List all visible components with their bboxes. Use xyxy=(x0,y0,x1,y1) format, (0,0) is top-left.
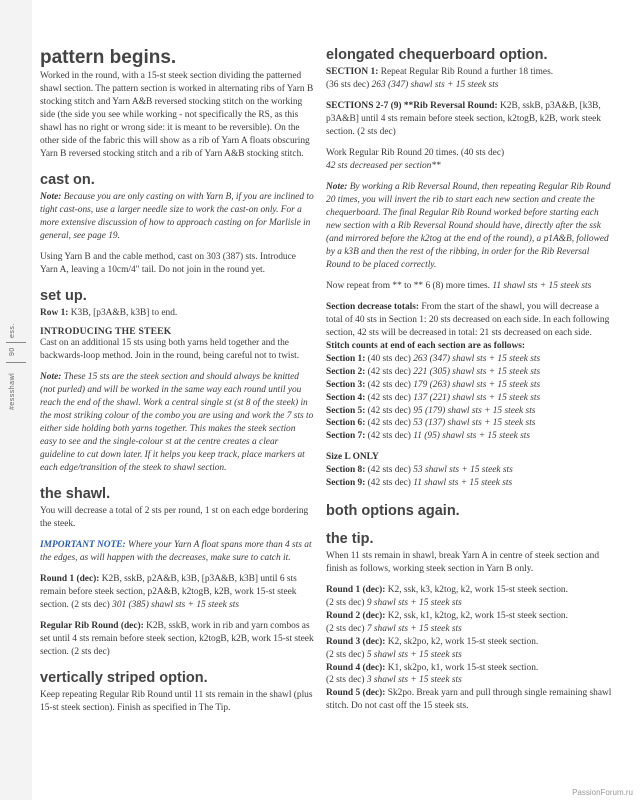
steek-heading: INTRODUCING THE STEEK xyxy=(40,325,172,337)
tip-round-list xyxy=(326,584,616,688)
tip-heading: the tip. xyxy=(326,530,374,547)
sidebar-divider xyxy=(6,342,26,343)
section-count-row: Section 2: (42 sts dec) 221 (305) shawl sts + 15 steek sts xyxy=(326,366,541,377)
page-sidebar xyxy=(0,0,32,800)
round-5: Round 5 (dec): Sk2po. Break yarn and pull through single remaining shawl stitch. Do not cast off the 15 steek sts. xyxy=(326,688,612,712)
work-regular-rib: Work Regular Rib Round 20 times. (40 sts dec) 42 sts decreased per section** xyxy=(326,148,505,172)
steek-note: Note: These 15 sts are the steek section and should always be knitted (not purled) and will be worked in the same way each round until you reach the end of the shawl. Work a central single st (st 8 of the steek) in the most striking colour of the combo you are using and work the 7 sts to either side holding both yarns together. This makes the steek section easy to see and the single-colour st at the centre creates a clear guideline to cut down later. If it helps you keep track, place markers at each edge/transition of the steek to shawl section. xyxy=(40,371,314,473)
cast-on-note: Note: Because you are only casting on with Yarn B, if you are inclined to tight cast-ons, use a larger needle size to work the cast-on only. For a more extensive discussion of how to approach casting on for Marlisle in general, see page 19. xyxy=(40,191,314,241)
size-l-heading: Size L ONLY xyxy=(326,452,379,463)
section-count-row: Section 6: (42 sts dec) 53 (137) shawl sts + 15 steek sts xyxy=(326,418,536,429)
cast-on-text: Using Yarn B and the cable method, cast on 303 (387) sts. Introduce Yarn A, leaving a 10cm/4" tail. Do not join in the round yet. xyxy=(40,251,296,275)
vertical-striped-heading: vertically striped option. xyxy=(40,669,208,686)
watermark: PassionForum.ru xyxy=(572,788,633,797)
section-count-row: Section 4: (42 sts dec) 137 (221) shawl sts + 15 steek sts xyxy=(326,392,541,403)
row-1: Row 1: K3B, [p3A&B, k3B] to end. xyxy=(40,307,178,318)
section-count-list xyxy=(326,353,616,444)
tip-round: Round 1 (dec): K2, ssk, k3, k2tog, k2, work 15-st steek section. (2 sts dec) 9 shawl sts + 15 steek sts xyxy=(326,584,568,608)
page-number: 90 xyxy=(9,347,16,356)
shawl-text: You will decrease a total of 2 sts per round, 1 st on each edge bordering the steek. xyxy=(40,505,309,529)
right-column xyxy=(326,48,616,713)
section-count-row: Section 7: (42 sts dec) 11 (95) shawl sts + 15 steek sts xyxy=(326,431,531,442)
round-1: Round 1 (dec): K2B, sskB, p2A&B, k3B, [p3A&B, k3B] until 6 sts remain before steek section, p2A&B, k2togB, k2B, work 15-st steek section. (2 sts dec) 301 (385) shawl sts + 15 steek sts xyxy=(40,573,297,610)
tip-round: Round 3 (dec): K2, sk2po, k2, work 15-st steek section. (2 sts dec) 5 shawl sts + 15 steek sts xyxy=(326,636,539,660)
section-count-row: Section 1: (40 sts dec) 263 (347) shawl sts + 15 steek sts xyxy=(326,353,541,364)
repeat-text: Now repeat from ** to ** 6 (8) more times. 11 shawl sts + 15 steek sts xyxy=(326,280,592,291)
both-options-heading: both options again. xyxy=(326,503,460,520)
regular-rib-round: Regular Rib Round (dec): K2B, sskB, work in rib and yarn combos as set until 4 sts remain before steek section, k2togB, k2B, work 15-st steek section. (2 sts dec) xyxy=(40,620,314,657)
tip-round: Round 2 (dec): K2, ssk, k1, k2tog, k2, work 15-st steek section. (2 sts dec) 7 shawl sts + 15 steek sts xyxy=(326,610,568,634)
steek-text: Cast on an additional 15 sts using both yarns held together and the backwards-loop method. Join in the round, being careful not to twist. xyxy=(40,337,300,361)
left-column xyxy=(40,48,314,715)
section-count-row: Section 9: (42 sts dec) 11 shawl sts + 15 steek sts xyxy=(326,478,513,489)
pattern-begins-heading: pattern begins. xyxy=(40,47,177,68)
sidebar-divider xyxy=(6,362,26,363)
sidebar-hashtag: #essshawl xyxy=(9,372,16,410)
section-1: SECTION 1: Repeat Regular Rib Round a further 18 times. (36 sts dec) 263 (347) shawl sts + 15 steek sts xyxy=(326,67,554,91)
cast-on-heading: cast on. xyxy=(40,171,95,188)
shawl-heading: the shawl. xyxy=(40,485,111,502)
stitch-counts-heading: Stitch counts at end of each section are as follows: xyxy=(326,340,526,351)
rib-reversal-note: Note: By working a Rib Reversal Round, then repeating Regular Rib Round 20 times, you will invert the rib to start each new section and create the chequerboard. The final Regular Rib Round worked before starting each new section with a Rib Reversal Round should have, directly after the ssk (and mirrored before the k2tog at the end of the round), a p1A&B, followed by a k3B and then the rest of the ribbing, in order for the Rib Reversal Round to be placed correctly. xyxy=(326,182,611,270)
section-count-row: Section 5: (42 sts dec) 95 (179) shawl sts + 15 steek sts xyxy=(326,405,536,416)
vertical-striped-text: Keep repeating Regular Rib Round until 11 sts remain in the shawl (plus 15-st steek section). Finish as specified in The Tip. xyxy=(40,689,313,713)
tip-round: Round 4 (dec): K1, sk2po, k1, work 15-st steek section. (2 sts dec) 3 shawl sts + 15 steek sts xyxy=(326,662,539,686)
tip-text: When 11 sts remain in shawl, break Yarn A in centre of steek section and finish as follows, working steek section in Yarn B only. xyxy=(326,550,600,574)
elongated-heading: elongated chequerboard option. xyxy=(326,47,548,63)
intro-paragraph: Worked in the round, with a 15-st steek section dividing the patterned shawl section. The pattern section is worked in alternating ribs of Yarn B stocking stitch and Yarn A&B reversed stocking stitch on the working side (the side you see while working - not specifically the RS, as this shawl has no right or wrong side: it is meant to be reversible). On the other side of the fabric this will show as a rib of Yarn A floats obscuring Yarn B reversed stocking stitch and a rib of Yarn A&B stocking stitch. xyxy=(40,70,314,159)
section-decrease-totals: Section decrease totals: From the start of the shawl, you will decrease a total of 40 sts in Section 1: 20 sts decreased on each side. In each following section, 42 sts will be decreased in total: 21 sts decreased on each side. xyxy=(326,301,610,338)
section-count-row: Section 8: (42 sts dec) 53 shawl sts + 15 steek sts xyxy=(326,465,513,476)
sections-2-7: SECTIONS 2-7 (9) **Rib Reversal Round: K2B, sskB, p3A&B, [k3B, p3A&B] until 4 sts remain before steek section, k2togB, k2B, work steek section. (2 sts dec) xyxy=(326,101,601,138)
sidebar-label: ess. xyxy=(9,323,16,338)
important-note: IMPORTANT NOTE: Where your Yarn A float spans more than 4 sts at the edges, as will happen with the decreases, make sure to catch it. xyxy=(40,539,312,563)
set-up-heading: set up. xyxy=(40,287,87,304)
section-count-row: Section 3: (42 sts dec) 179 (263) shawl sts + 15 steek sts xyxy=(326,379,541,390)
size-l-section-list xyxy=(326,464,616,490)
